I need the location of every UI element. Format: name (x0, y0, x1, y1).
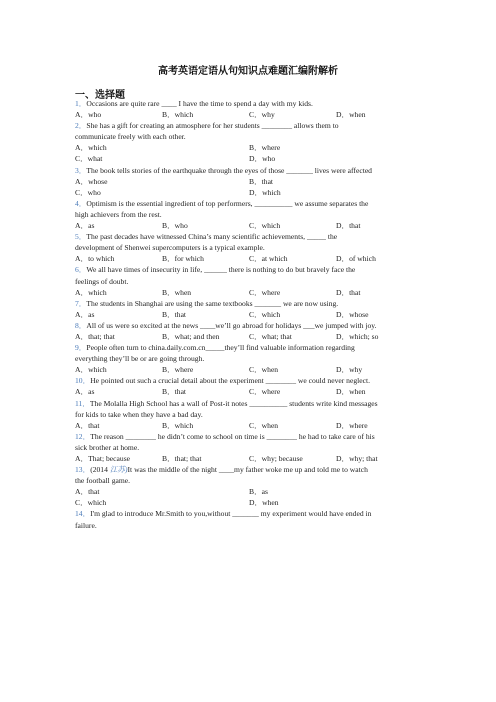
answer-option[interactable]: D．who (249, 154, 276, 164)
question-text: failure. (75, 520, 97, 530)
question-text: development of Shenwei supercomputers is a typical example. (75, 243, 265, 253)
question-item (75, 165, 425, 198)
answer-option[interactable]: A．to which (75, 254, 115, 264)
question-number: 14． (75, 509, 91, 519)
answer-option[interactable]: A．which (75, 365, 107, 375)
section-heading: 一、选择题 (75, 90, 125, 101)
answer-option[interactable]: A．whose (75, 176, 108, 186)
question-text: The past decades have witnessed China’s many scientific achievements, _____ the (86, 232, 338, 242)
question-text-line (75, 276, 425, 287)
question-number: 3． (75, 165, 87, 175)
answer-option[interactable]: C．where (249, 387, 281, 397)
question-item (75, 198, 425, 231)
question-text-line (75, 298, 425, 309)
question-text-line (75, 198, 425, 209)
answer-option[interactable]: C．what; that (249, 331, 292, 341)
question-number: 5． (75, 232, 87, 242)
answer-option[interactable]: A．That; because (75, 454, 131, 463)
page-title: 高考英语定语从句知识点难题汇编附解析 (158, 66, 338, 77)
question-item (75, 320, 425, 342)
answer-option[interactable]: D．whose (336, 309, 369, 319)
question-item (75, 120, 425, 164)
question-text-line (75, 431, 425, 442)
question-text: the football game. (75, 476, 131, 486)
answer-option[interactable]: A．that (75, 487, 100, 497)
answer-option[interactable]: A．that (75, 420, 100, 430)
question-item (75, 264, 425, 297)
question-text: Optimism is the essential ingredient of top performers, __________ we assume separates the (86, 198, 369, 208)
answer-option[interactable]: D．that (336, 221, 361, 231)
answer-option[interactable]: D．where (336, 420, 368, 430)
answer-option[interactable]: B．as (249, 487, 268, 497)
answer-option[interactable]: D．why (336, 365, 363, 375)
answer-option[interactable]: D．when (249, 498, 279, 508)
question-number: 8． (75, 320, 87, 330)
answer-option[interactable]: B．that (249, 176, 274, 186)
question-text: The book tells stories of the earthquake through the eyes of those _______ lives were affected (86, 165, 372, 175)
answer-option[interactable]: C．why; because (249, 454, 303, 463)
answer-option[interactable]: B．that; that (162, 454, 202, 463)
answer-option[interactable]: C．at which (249, 254, 288, 264)
question-text: She has a gift for creating an atmosphere for her students ________ allows them to (86, 121, 339, 131)
answer-option[interactable]: B．where (249, 143, 281, 153)
answer-option[interactable]: C．where (249, 287, 281, 297)
options-row (75, 309, 425, 320)
question-text: I'm glad to introduce Mr.Smith to you,without _______ my experiment would have ended in (90, 509, 372, 519)
answer-option[interactable]: A．which (75, 143, 107, 153)
answer-option[interactable]: D．which (249, 187, 281, 197)
question-text: The reason ________ he didn’t come to school on time is ________ he had to take care of his (90, 431, 375, 441)
question-text-line (75, 442, 425, 453)
question-text-line (75, 375, 425, 386)
question-text: People often turn to china.daily.com.cn_____they’ll find valuable information regarding (86, 343, 355, 353)
options-row (75, 220, 425, 231)
answer-option[interactable]: D．which; so (336, 331, 379, 341)
question-number: 13． (75, 465, 91, 475)
question-item (75, 508, 425, 530)
question-text-line (75, 98, 425, 109)
question-number: 1． (75, 99, 87, 108)
question-item (75, 98, 425, 120)
question-text: sick brother at home. (75, 442, 140, 452)
question-item (75, 464, 425, 508)
answer-option[interactable]: B．that (162, 387, 187, 397)
answer-option[interactable]: B．when (162, 287, 192, 297)
answer-option[interactable]: B．which (162, 420, 194, 430)
question-text-line (75, 508, 425, 519)
question-number: 4． (75, 198, 87, 208)
question-text-line (75, 342, 425, 353)
answer-option[interactable]: C．what (75, 154, 103, 164)
question-text: high achievers from the rest. (75, 209, 162, 219)
question-text: It was the middle of the night ____my father woke me up and told me to watch (127, 465, 368, 475)
answer-option[interactable]: D．when (336, 110, 366, 120)
options-row (75, 497, 425, 508)
answer-option[interactable]: D．when (336, 387, 366, 397)
options-row (75, 287, 425, 298)
answer-option[interactable]: C．which (249, 309, 281, 319)
answer-option[interactable]: B．for which (162, 254, 204, 264)
question-item (75, 398, 425, 431)
answer-option[interactable]: D．that (336, 287, 361, 297)
options-row (75, 486, 425, 497)
question-item (75, 298, 425, 320)
question-text: The Molalla High School has a wall of Post-it notes __________ students write kind messages (89, 398, 378, 408)
question-text-line (75, 131, 425, 142)
answer-option[interactable]: A．who (75, 110, 102, 120)
question-item (75, 342, 425, 375)
options-row (75, 142, 425, 153)
answer-option[interactable]: A．which (75, 287, 107, 297)
question-text-line (75, 242, 425, 253)
answer-option[interactable]: B．who (162, 221, 188, 231)
answer-option[interactable]: A．that; that (75, 331, 115, 341)
answer-option[interactable]: B．what; and then (162, 331, 220, 341)
question-item (75, 375, 425, 397)
question-text-line (75, 120, 425, 131)
question-text: everything they’ll be or are going through. (75, 354, 205, 364)
question-list (75, 98, 425, 531)
options-row (75, 176, 425, 187)
answer-option[interactable]: B．where (162, 365, 194, 375)
question-text-line (75, 520, 425, 531)
answer-option[interactable]: A．as (75, 221, 95, 231)
question-text: feelings of doubt. (75, 276, 129, 286)
question-number: 6． (75, 265, 87, 275)
answer-option[interactable]: D．why; that (336, 454, 378, 463)
question-item (75, 431, 425, 464)
options-row (75, 420, 425, 431)
question-text: All of us were so excited at the news ____we’ll go abroad for holidays ___we jumped with joy. (86, 320, 377, 330)
answer-option[interactable]: C．which (75, 498, 107, 508)
question-source-tag: 江苏) (109, 465, 128, 475)
answer-option[interactable]: B．that (162, 309, 187, 319)
question-text-line (75, 464, 425, 475)
question-text-line (75, 398, 425, 409)
answer-option[interactable]: B．which (162, 110, 194, 120)
question-text: communicate freely with each other. (75, 132, 186, 142)
options-row (75, 364, 425, 375)
answer-option[interactable]: A．as (75, 309, 95, 319)
question-year: (2014 (90, 465, 110, 475)
options-row (75, 109, 425, 120)
question-text-line (75, 409, 425, 420)
question-text: Occasions are quite rare ____ I have the time to spend a day with my kids. (86, 99, 313, 108)
question-text: He pointed out such a crucial detail about the experiment ________ we could never neglect. (90, 376, 371, 386)
answer-option[interactable]: C．when (249, 420, 279, 430)
options-row (75, 253, 425, 264)
answer-option[interactable]: C．which (249, 221, 281, 231)
question-text-line (75, 209, 425, 220)
answer-option[interactable]: C．who (75, 187, 101, 197)
question-text-line (75, 231, 425, 242)
question-number: 11． (75, 398, 90, 408)
answer-option[interactable]: C．why (249, 110, 275, 120)
question-number: 2． (75, 121, 87, 131)
question-text: for kids to take when they have a bad day. (75, 409, 203, 419)
answer-option[interactable]: A．as (75, 387, 95, 397)
question-text: We all have times of insecurity in life, ______ there is nothing to do but bravely face the (86, 265, 356, 275)
question-text-line (75, 165, 425, 176)
options-row (75, 453, 425, 464)
answer-option[interactable]: D．of which (336, 254, 376, 264)
question-text: The students in Shanghai are using the same textbooks _______ we are now using. (86, 298, 339, 308)
question-text-line (75, 353, 425, 364)
answer-option[interactable]: C．when (249, 365, 279, 375)
options-row (75, 187, 425, 198)
question-text-line (75, 264, 425, 275)
question-number: 7． (75, 298, 87, 308)
question-number: 12． (75, 431, 91, 441)
options-row (75, 153, 425, 164)
question-number: 9． (75, 343, 87, 353)
options-row (75, 331, 425, 342)
question-text-line (75, 320, 425, 331)
options-row (75, 386, 425, 397)
question-item (75, 231, 425, 264)
question-text-line (75, 475, 425, 486)
question-number: 10． (75, 376, 91, 386)
